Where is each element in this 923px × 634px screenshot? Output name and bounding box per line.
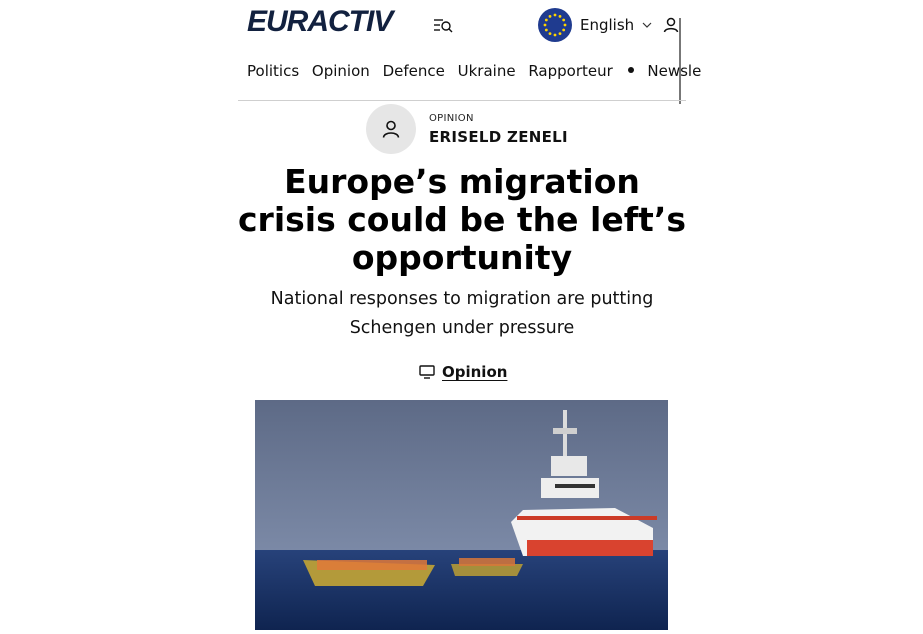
person-icon	[381, 119, 401, 139]
site-header	[238, 0, 702, 101]
language-selector[interactable]	[538, 7, 652, 43]
chevron-down-icon	[642, 20, 652, 30]
section-tag-label: Opinion	[442, 363, 508, 381]
site-logo[interactable]: EURACTIV	[247, 5, 393, 38]
flag-star	[554, 14, 557, 17]
flag-star	[554, 34, 557, 37]
monitor-icon	[419, 365, 435, 379]
main-nav	[247, 62, 702, 84]
live-dot-icon	[628, 67, 634, 73]
flag-star	[549, 15, 552, 18]
search-menu-icon[interactable]	[433, 16, 455, 34]
nav-item-politics[interactable]: Politics	[247, 62, 300, 80]
language-label: English	[580, 16, 635, 34]
article-headline: Europe’s migration crisis could be the left’s opportunity	[238, 162, 687, 277]
header-divider	[238, 100, 686, 101]
flag-star	[559, 32, 562, 35]
nav-item-rapporteur[interactable]: Rapporteur	[528, 62, 613, 80]
flag-star	[545, 29, 548, 32]
article-subheadline: National responses to migration are putting Schengen under pressure	[270, 289, 654, 338]
nav-item-defence[interactable]: Defence	[382, 62, 445, 80]
section-tag[interactable]	[419, 361, 507, 383]
nav-item-opinion[interactable]: Opinion	[311, 62, 370, 80]
nav-item-ukraine[interactable]: Ukraine	[457, 62, 516, 80]
flag-star	[562, 19, 565, 22]
nav-item-newsletter[interactable]: Newsle	[647, 62, 702, 80]
user-icon[interactable]	[663, 17, 679, 33]
scrollbar[interactable]	[679, 18, 681, 104]
author-byline	[366, 104, 626, 156]
author-avatar[interactable]	[366, 104, 416, 154]
author-name[interactable]: ERISELD ZENELI	[429, 128, 568, 146]
article-hero-image	[255, 400, 668, 630]
flag-star	[562, 29, 565, 32]
eu-flag-icon	[538, 8, 572, 42]
flag-star	[564, 24, 567, 27]
flag-star	[545, 19, 548, 22]
flag-star	[544, 24, 547, 27]
flag-star	[559, 15, 562, 18]
flag-star	[549, 32, 552, 35]
opinion-kicker: OPINION	[429, 113, 474, 124]
